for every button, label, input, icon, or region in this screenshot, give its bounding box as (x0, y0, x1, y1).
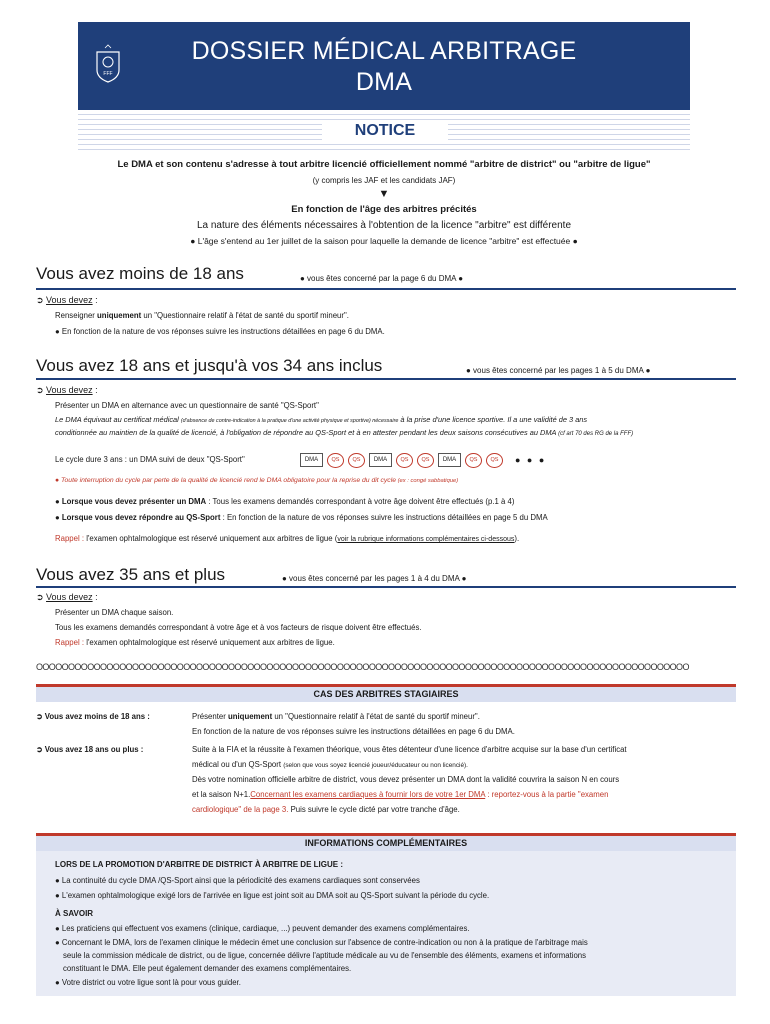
age-note: ● L'âge s'entend au 1er juillet de la saison pour laquelle la demande de licence "arbitre" est effectuée ● (190, 236, 578, 246)
text: un "Questionnaire relatif à l'état de santé du sportif mineur". (141, 311, 349, 320)
devez-label: Vous devez (46, 295, 93, 305)
circle-separator: OOOOOOOOOOOOOOOOOOOOOOOOOOOOOOOOOOOOOOOOOOOOOOOOOOOOOOOOOOOOOOOOOOOOOOOOOOOOOOOOOOOOOOOOOOOOOOOOOOOOOO (36, 662, 689, 672)
stagiaire-minus-l1 (192, 712, 480, 721)
stagiaire-plus-l1: Suite à la FIA et la réussite à l'examen théorique, vous êtes détenteur d'une licence d'arbitre acquise sur la base d'un certificat (192, 745, 627, 754)
present-dma-line (55, 497, 514, 506)
fff-logo-icon (93, 44, 123, 84)
cycle-qs-circle: QS (396, 453, 413, 468)
cycle-qs-circle: QS (486, 453, 503, 468)
cycle-dma-box: DMA (369, 453, 392, 467)
text: : En fonction de la nature de vos réponses suivre les instructions détaillées en page 5 du DMA (220, 513, 548, 522)
text: ● Toute interruption du cycle par perte de la qualité de licencié rend le DMA obligatoire pour la reprise du dit cycle (55, 477, 396, 484)
stagiaires-title: CAS DES ARBITRES STAGIAIRES (36, 687, 736, 702)
cardiac-exam-link: Concernant les examens cardiaques à fournir lors de votre 1er DMA (250, 790, 486, 799)
text: Présenter (192, 712, 228, 721)
text: ). (514, 534, 520, 543)
text-red: cardiologique" de la page 3. (192, 805, 289, 814)
arrow-right-icon: ➲ (36, 592, 47, 602)
qs-sport-line (55, 513, 548, 522)
text-red: : reportez-vous à la partie "examen (485, 790, 609, 799)
text: Vous avez 18 ans ou plus (44, 745, 139, 754)
text: Puis suivre le cycle dicté par votre tranche d'âge. (288, 805, 460, 814)
section1-devez: ➲ Vous devez : (36, 295, 98, 305)
text: Le DMA équivaut au certificat médical (55, 415, 181, 424)
section-note-18-34: ● vous êtes concerné par les pages 1 à 5 du DMA ● (466, 366, 651, 375)
text: et la saison N+1. (192, 790, 251, 799)
text: l'examen ophtalmologique est réservé uniquement aux arbitres de ligue ( (84, 534, 338, 543)
text-bold: ● Lorsque vous devez répondre au QS-Sport (55, 513, 221, 522)
savoir-line-3: seule la commission médicale de district, ou de ligue, concernée délivre l'aptitude médicale au vu de l'ensemble des éléments, examens et informations (63, 951, 587, 960)
intro-sub-text: (y compris les JAF et les candidats JAF) (312, 176, 456, 185)
savoir-line-5: ● Votre district ou votre ligue sont là pour vous guider. (55, 978, 241, 987)
stagiaire-plus-l5 (192, 805, 460, 814)
promo-line-1: ● La continuité du cycle DMA /QS-Sport ainsi que la périodicité des examens cardiaques sont conservées (55, 876, 420, 885)
document-title (78, 36, 690, 98)
section-divider (36, 288, 736, 290)
svg-text:FFF: FFF (103, 71, 113, 77)
text: médical ou d'un QS-Sport (192, 760, 284, 769)
text: l'examen ophtalmologique est réservé uniquement aux arbitres de ligue. (84, 638, 335, 647)
section-divider (36, 378, 736, 380)
section-title-under-18: Vous avez moins de 18 ans (36, 264, 244, 283)
section2-devez: ➲ Vous devez : (36, 385, 98, 395)
text-small: (selon que vous soyez licencié joueur/éducateur ou non licencié). (283, 762, 468, 769)
age-subtitle: La nature des éléments nécessaires à l'obtention de la licence "arbitre" est différente (196, 220, 572, 231)
section2-line1: Présenter un DMA en alternance avec un questionnaire de santé "QS-Sport" (55, 401, 319, 410)
arrow-right-icon: ➲ (36, 385, 47, 395)
arrow-right-icon: ➲ (36, 745, 45, 754)
section2-line2 (55, 415, 587, 424)
age-title: En fonction de l'âge des arbitres précités (291, 204, 477, 215)
interruption-note (55, 477, 458, 484)
cycle-diagram (300, 451, 546, 469)
text-small: (ex : congé sabbatique) (396, 478, 459, 484)
section3-rappel (55, 638, 335, 647)
rappel-label: Rappel : (55, 638, 85, 647)
text: : Tous les examens demandés correspondant à votre âge doivent être effectués (p.1 à 4) (206, 497, 515, 506)
savoir-line-4: constituant le DMA. Elle peut également demander des examens complémentaires. (63, 964, 352, 973)
section1-line1 (55, 311, 349, 320)
savoir-line-2: ● Concernant le DMA, lors de l'examen clinique le médecin émet une conclusion sur l'absence de contre-indication ou non à la pratique de l'arbitrage mais (55, 938, 588, 947)
stagiaire-plus-l4 (192, 790, 608, 799)
section3-line2: Tous les examens demandés correspondant à votre âge et à vos facteurs de risque doivent être effectués. (55, 623, 422, 632)
title-line-2: DMA (355, 68, 413, 96)
arrow-right-icon: ➲ (36, 295, 47, 305)
text: Renseigner (55, 311, 98, 320)
devez-label: Vous devez (46, 592, 93, 602)
text-bold: uniquement (227, 712, 273, 721)
rappel-label: Rappel : (55, 534, 85, 543)
title-line-1: DOSSIER MÉDICAL ARBITRAGE (191, 37, 577, 65)
stagiaire-minus-label: ➲ Vous avez moins de 18 ans : (36, 712, 150, 721)
section1-line2: ● En fonction de la nature de vos réponses suivre les instructions détaillées en page 6 du DMA. (55, 327, 385, 336)
promo-line-2: ● L'examen ophtalmologique exigé lors de l'arrivée en ligue est joint soit au DMA soit au QS-Sport suivant la période du cycle. (55, 891, 490, 900)
stagiaire-plus-label: ➲ Vous avez 18 ans ou plus : (36, 745, 144, 754)
section3-devez: ➲ Vous devez : (36, 592, 98, 602)
section-note-35-plus: ● vous êtes concerné par les pages 1 à 4 du DMA ● (282, 574, 467, 583)
section-divider (36, 586, 736, 588)
section-note-under-18: ● vous êtes concerné par la page 6 du DMA ● (300, 274, 464, 283)
text: un "Questionnaire relatif à l'état de santé du sportif mineur". (272, 712, 480, 721)
text: Vous avez moins de 18 ans (44, 712, 146, 721)
cycle-qs-circle: QS (327, 453, 344, 468)
stagiaire-plus-l3: Dès votre nomination officielle arbitre de district, vous devez présenter un DMA dont la validité couvrira la saison N en cours (192, 775, 620, 784)
section-title-35-plus: Vous avez 35 ans et plus (36, 565, 226, 584)
section3-line1: Présenter un DMA chaque saison. (55, 608, 174, 617)
promo-title: LORS DE LA PROMOTION D'ARBITRE DE DISTRICT À ARBITRE DE LIGUE : (55, 860, 343, 869)
notice-heading: NOTICE (322, 120, 448, 142)
arrow-down-icon: ▼ (378, 188, 390, 200)
cycle-continuation: ● ● ● (515, 455, 547, 465)
text-small: (cf art 70 des RG de la FFF) (556, 431, 634, 437)
section2-line3 (55, 428, 633, 437)
cycle-dma-box: DMA (300, 453, 323, 467)
infos-link[interactable]: voir la rubrique informations complémentaires ci-dessous (337, 536, 515, 543)
intro-main-text: Le DMA et son contenu s'adresse à tout arbitre licencié officiellement nommé "arbitre de district" ou "arbitre de ligue" (117, 159, 651, 170)
devez-label: Vous devez (46, 385, 93, 395)
infos-title: INFORMATIONS COMPLÉMENTAIRES (36, 836, 736, 851)
stagiaire-plus-l2 (192, 760, 468, 769)
header-banner (78, 22, 690, 110)
cycle-qs-circle: QS (465, 453, 482, 468)
cycle-label: Le cycle dure 3 ans : un DMA suivi de deux "QS-Sport" (55, 455, 245, 464)
cycle-qs-circle: QS (348, 453, 365, 468)
text-bold: uniquement (97, 311, 142, 320)
rappel-line (55, 534, 519, 543)
text: conditionnée au maintien de la qualité de licencié, à l'obligation de répondre au QS-Sport et à en attester pendant les deux saisons consécutives au DMA (55, 428, 557, 437)
stagiaire-minus-l2: En fonction de la nature de vos réponses suivre les instructions détaillées en page 6 du DMA. (192, 727, 515, 736)
arrow-right-icon: ➲ (36, 712, 45, 721)
text: à la prise d'une licence sportive. Il a une validité de 3 ans (398, 415, 588, 424)
text-small: (d'absence de contre-indication à la pratique d'une activité physique et sportive) nécessaire (180, 418, 399, 424)
savoir-line-1: ● Les praticiens qui effectuent vos examens (clinique, cardiaque, ...) peuvent demander des examens complémentaires. (55, 924, 470, 933)
savoir-title: À SAVOIR (55, 909, 94, 918)
section-title-18-34: Vous avez 18 ans et jusqu'à vos 34 ans inclus (36, 356, 383, 375)
cycle-dma-box: DMA (438, 453, 461, 467)
cycle-qs-circle: QS (417, 453, 434, 468)
text-bold: ● Lorsque vous devez présenter un DMA (55, 497, 207, 506)
